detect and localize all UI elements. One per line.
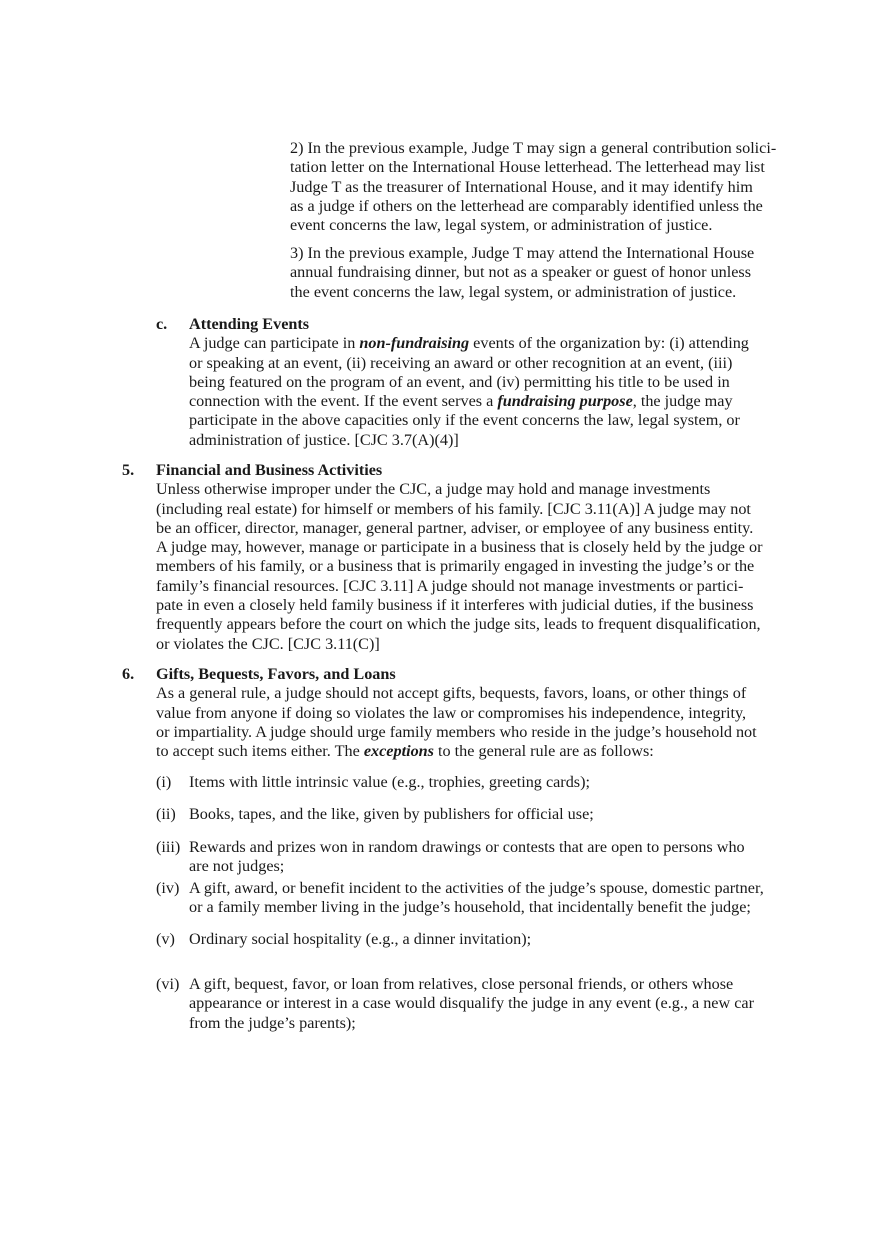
text-line	[189, 994, 754, 1013]
text-line	[189, 1014, 754, 1033]
text-line	[189, 373, 749, 392]
text-segment: events of the organization by: (i) attending	[469, 334, 749, 353]
text-line	[290, 216, 776, 235]
text-segment: Unless otherwise improper under the CJC, a judge may hold and manage investments	[156, 480, 711, 499]
text-segment: frequently appears before the court on which the judge sits, leads to frequent disqualification,	[156, 615, 761, 634]
text-segment: as a judge if others on the letterhead are comparably identified unless the	[290, 196, 763, 215]
text-line	[290, 283, 754, 302]
text-segment: (including real estate) for himself or members of his family. [CJC 3.11(A)] A judge may not	[156, 499, 751, 518]
text-line	[156, 538, 763, 557]
text-segment: event concerns the law, legal system, or administration of justice.	[290, 216, 713, 235]
text-line	[189, 773, 590, 792]
text-line	[290, 263, 754, 282]
text-line	[156, 635, 763, 654]
text-line	[290, 178, 776, 197]
section-number: c.	[156, 315, 168, 333]
text-segment: Rewards and prizes won in random drawings or contests that are open to persons who	[189, 838, 745, 856]
section-number: (i)	[156, 773, 172, 791]
text-line	[156, 500, 763, 519]
text-segment: or speaking at an event, (ii) receiving an award or other recognition at an event, (iii)	[189, 353, 733, 372]
text-segment: A judge can participate in	[189, 334, 360, 353]
text-line	[290, 158, 776, 177]
text-segment: value from anyone if doing so violates the law or compromises his independence, integrity,	[156, 703, 747, 722]
text-segment: family’s financial resources. [CJC 3.11] A judge should not manage investments or partici-	[156, 576, 744, 595]
text-line	[189, 411, 749, 430]
text-segment: being featured on the program of an event, and (iv) permitting his title to be used in	[189, 372, 730, 391]
text-segment: A judge may, however, manage or participate in a business that is closely held by the judge or	[156, 538, 763, 557]
section-number: (iv)	[156, 879, 180, 897]
text-segment: or a family member living in the judge’s household, that incidentally benefit the judge;	[189, 898, 751, 917]
text-line	[156, 519, 763, 538]
section-number: (ii)	[156, 805, 176, 823]
text-segment: As a general rule, a judge should not accept gifts, bequests, favors, loans, or other things of	[156, 684, 747, 703]
text-segment: pate in even a closely held family business if it interferes with judicial duties, if the business	[156, 596, 754, 615]
text-segment: annual fundraising dinner, but not as a speaker or guest of honor unless	[290, 263, 752, 282]
text-segment: Ordinary social hospitality (e.g., a dinner invitation);	[189, 930, 532, 948]
text-line	[189, 879, 764, 898]
section-number: (iii)	[156, 838, 181, 856]
text-segment: participate in the above capacities only if the event concerns the law, legal system, or	[189, 411, 740, 430]
text-segment: members of his family, or a business that is primarily engaged in investing the judge’s or the	[156, 557, 755, 576]
text-line	[189, 857, 745, 876]
text-segment: 3) In the previous example, Judge T may attend the International House	[290, 244, 755, 262]
section-number: 6.	[122, 665, 135, 683]
text-segment: administration of justice. [CJC 3.7(A)(4)]	[189, 430, 459, 449]
text-line	[156, 615, 763, 634]
text-line	[156, 596, 763, 615]
text-segment: or impartiality. A judge should urge family members who reside in the judge’s household not	[156, 722, 757, 741]
text-line	[156, 480, 763, 499]
text-segment: Judge T as the treasurer of International House, and it may identify him	[290, 177, 753, 196]
text-line	[290, 197, 776, 216]
text-line	[189, 392, 749, 411]
text-segment: A gift, bequest, favor, or loan from relatives, close personal friends, or others whose	[189, 975, 734, 993]
text-segment: , the judge may	[632, 392, 733, 411]
section-heading: Attending Events	[189, 315, 310, 333]
emphasized-term: non-fundraising	[359, 334, 470, 353]
text-segment: the event concerns the law, legal system, or administration of justice.	[290, 282, 737, 301]
emphasized-term: fundraising purpose	[497, 392, 633, 411]
text-line	[189, 975, 754, 994]
section-heading: Gifts, Bequests, Favors, and Loans	[156, 665, 396, 683]
text-segment: appearance or interest in a case would disqualify the judge in any event (e.g., a new car	[189, 994, 754, 1013]
section-number: (v)	[156, 930, 175, 948]
text-line	[156, 557, 763, 576]
text-segment: Books, tapes, and the like, given by publishers for official use;	[189, 805, 594, 823]
text-segment: to accept such items either. The	[156, 742, 364, 761]
section-number: (vi)	[156, 975, 180, 993]
text-line	[189, 334, 749, 353]
text-line	[189, 898, 764, 917]
text-segment: or violates the CJC. [CJC 3.11(C)]	[156, 634, 380, 653]
text-segment: tation letter on the International House letterhead. The letterhead may list	[290, 158, 765, 177]
text-line	[156, 704, 757, 723]
text-segment: be an officer, director, manager, general partner, adviser, or employee of any business entity.	[156, 518, 754, 537]
text-line	[189, 930, 531, 949]
text-line	[156, 723, 757, 742]
text-segment: Items with little intrinsic value (e.g., trophies, greeting cards);	[189, 773, 590, 791]
text-line	[156, 684, 757, 703]
emphasized-term: exceptions	[363, 742, 434, 761]
text-line	[290, 139, 776, 158]
text-line	[156, 742, 757, 761]
text-segment: are not judges;	[189, 857, 285, 876]
section-number: 5.	[122, 461, 135, 479]
text-segment: 2) In the previous example, Judge T may sign a general contribution solici-	[290, 139, 777, 157]
text-line	[189, 805, 594, 824]
text-segment: A gift, award, or benefit incident to the activities of the judge’s spouse, domestic partner,	[189, 879, 764, 897]
text-line	[189, 838, 745, 857]
text-line	[290, 244, 754, 263]
text-segment: to the general rule are as follows:	[433, 742, 654, 761]
text-line	[189, 431, 749, 450]
text-segment: connection with the event. If the event serves a	[189, 392, 498, 411]
text-line	[189, 354, 749, 373]
text-line	[156, 577, 763, 596]
section-heading: Financial and Business Activities	[156, 461, 383, 479]
text-segment: from the judge’s parents);	[189, 1013, 356, 1032]
